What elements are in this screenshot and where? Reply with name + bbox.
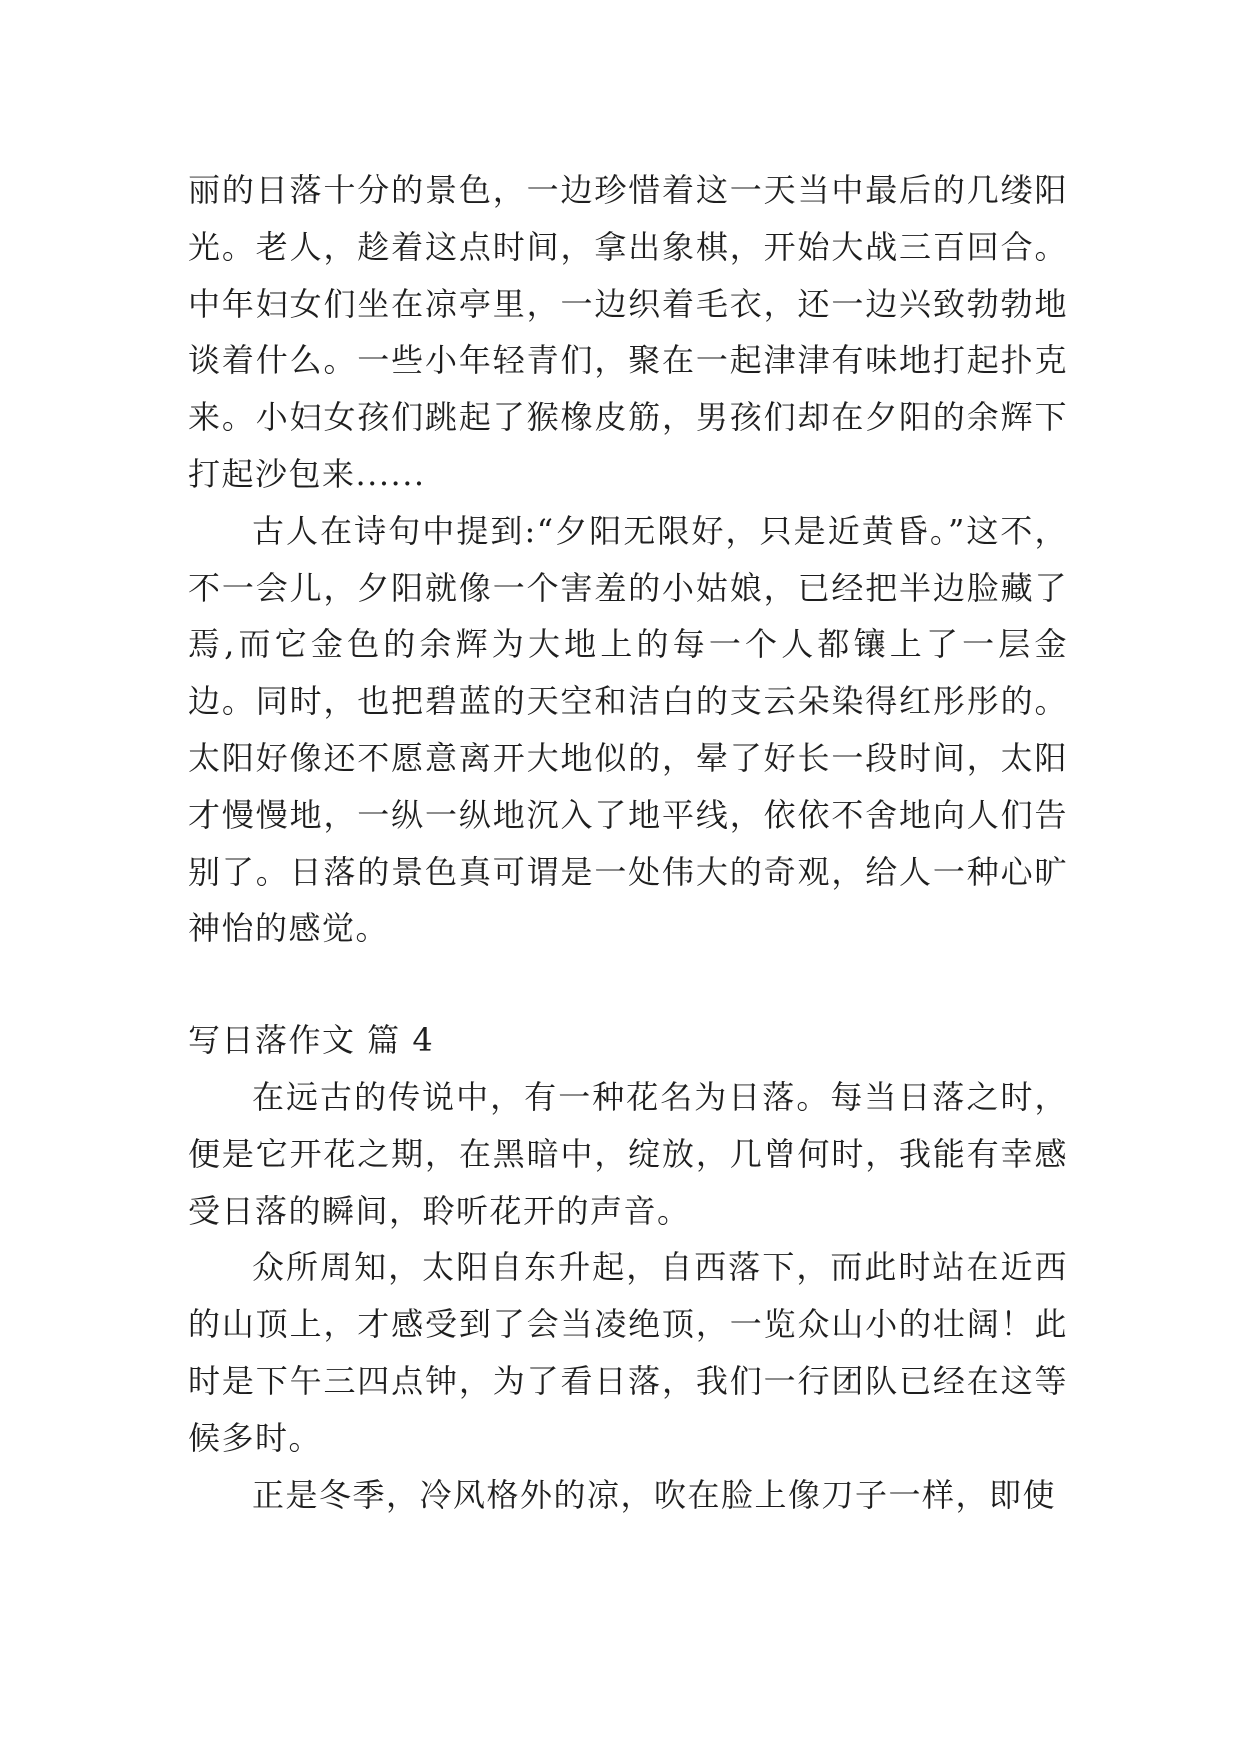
- paragraph-continued: 丽的日落十分的景色，一边珍惜着这一天当中最后的几缕阳光。老人，趁着这点时间，拿出象棋，开始大战三百回合。中年妇女们坐在凉亭里，一边织着毛衣，还一边兴致勃勃地谈着什么。一些小年轻青们，聚在一起津津有味地打起扑克来。小妇女孩们跳起了猴橡皮筋，男孩们却在夕阳的余辉下打起沙包来......: [188, 171, 1068, 493]
- paragraph: 古人在诗句中提到:“夕阳无限好，只是近黄昏。”这不，不一会儿，夕阳就像一个害羞的小姑娘，已经把半边脸藏了焉,而它金色的余辉为大地上的每一个人都镶上了一层金边。同时，也把碧蓝的天空和洁白的支云朵染得红彤彤的。太阳好像还不愿意离开大地似的，晕了好长一段时间，太阳才慢慢地，一纵一纵地沉入了地平线，依依不舍地向人们告别了。日落的景色真可谓是一处伟大的奇观，给人一种心旷神怡的感觉。: [188, 511, 1068, 948]
- paragraph: 众所周知，太阳自东升起，自西落下，而此时站在近西的山顶上，才感受到了会当凌绝顶，一览众山小的壮阔！此时是下午三四点钟，为了看日落，我们一行团队已经在这等候多时。: [188, 1248, 1068, 1457]
- document-body: [188, 162, 1068, 1523]
- paragraph: 在远古的传说中，有一种花名为日落。每当日落之时，便是它开花之期，在黑暗中，绽放，几曾何时，我能有幸感受日落的瞬间，聆听花开的声音。: [188, 1077, 1068, 1230]
- section-title: 写日落作文 篇 4: [188, 1021, 435, 1060]
- paragraph: 正是冬季，冷风格外的凉，吹在脸上像刀子一样，即使: [252, 1475, 1057, 1514]
